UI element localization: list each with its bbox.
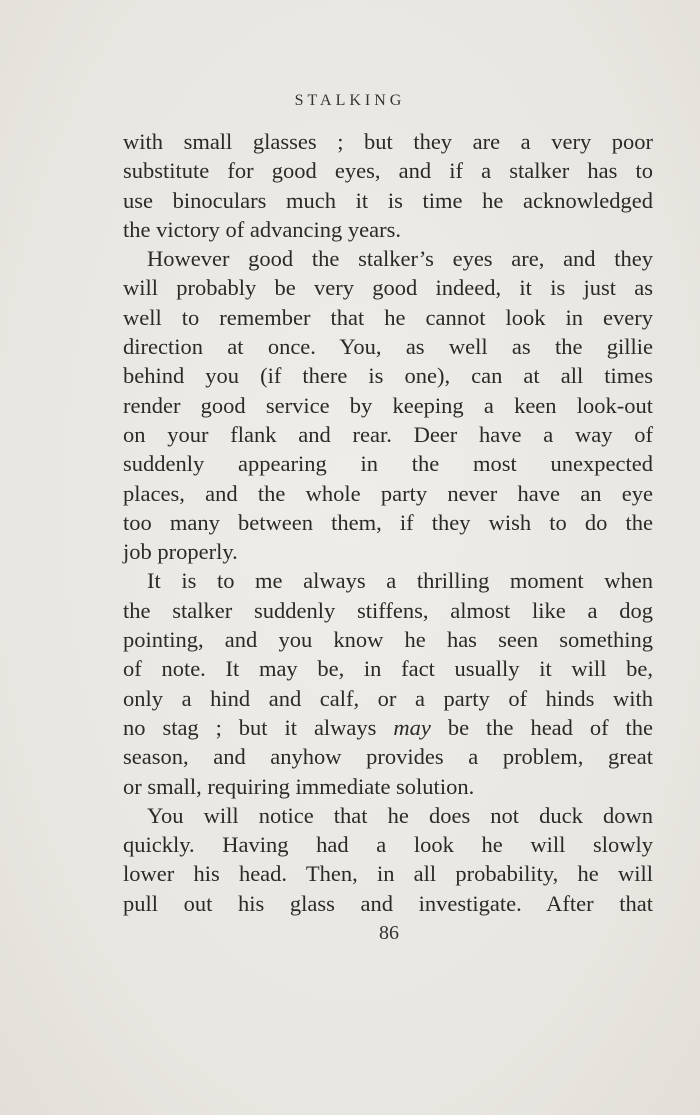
text-line: render good service by keeping a keen look-out (123, 392, 653, 418)
line-segment: no stag ; but it always (123, 714, 377, 740)
text-line: or small, requiring immediate solution. (123, 773, 475, 799)
text-line: pointing, and you know he has seen something (123, 627, 653, 653)
text-line: season, and anyhow provides a problem, great (123, 744, 653, 770)
body-text (123, 127, 653, 918)
line-segment: be the head of the (447, 714, 654, 740)
text-line: You will notice that he does not duck down (147, 802, 653, 828)
text-line: suddenly appearing in the most unexpected (123, 451, 653, 477)
text-line: only a hind and calf, or a party of hinds with (123, 685, 653, 711)
text-line: pull out his glass and investigate. After that (123, 890, 653, 916)
text-line: of note. It may be, in fact usually it will be, (123, 656, 653, 682)
text-line: the stalker suddenly stiffens, almost like a dog (123, 597, 653, 623)
text-line: will probably be very good indeed, it is just as (123, 275, 653, 301)
text-line: lower his head. Then, in all probability, he will (123, 861, 653, 887)
text-line: use binoculars much it is time he acknowledged (123, 187, 653, 213)
text-line: However good the stalker’s eyes are, and they (147, 246, 653, 272)
text-line: too many between them, if they wish to do the (123, 509, 653, 535)
page-number: 86 (379, 922, 399, 944)
text-line: the victory of advancing years. (123, 216, 402, 242)
text-line: well to remember that he cannot look in every (123, 304, 653, 330)
text-line-with-italic (123, 713, 653, 742)
text-line: quickly. Having had a look he will slowly (123, 832, 653, 858)
text-line: places, and the whole party never have an eye (123, 480, 653, 506)
italic-word: may (393, 714, 431, 740)
text-line: substitute for good eyes, and if a stalker has to (123, 158, 653, 184)
text-line: job properly. (123, 539, 238, 565)
running-head: STALKING (294, 92, 406, 109)
text-line: behind you (if there is one), can at all times (123, 363, 653, 389)
text-line: direction at once. You, as well as the gillie (123, 334, 653, 360)
text-line: on your flank and rear. Deer have a way of (123, 421, 653, 447)
text-line: It is to me always a thrilling moment when (147, 568, 653, 594)
text-line: with small glasses ; but they are a very poor (123, 129, 653, 154)
